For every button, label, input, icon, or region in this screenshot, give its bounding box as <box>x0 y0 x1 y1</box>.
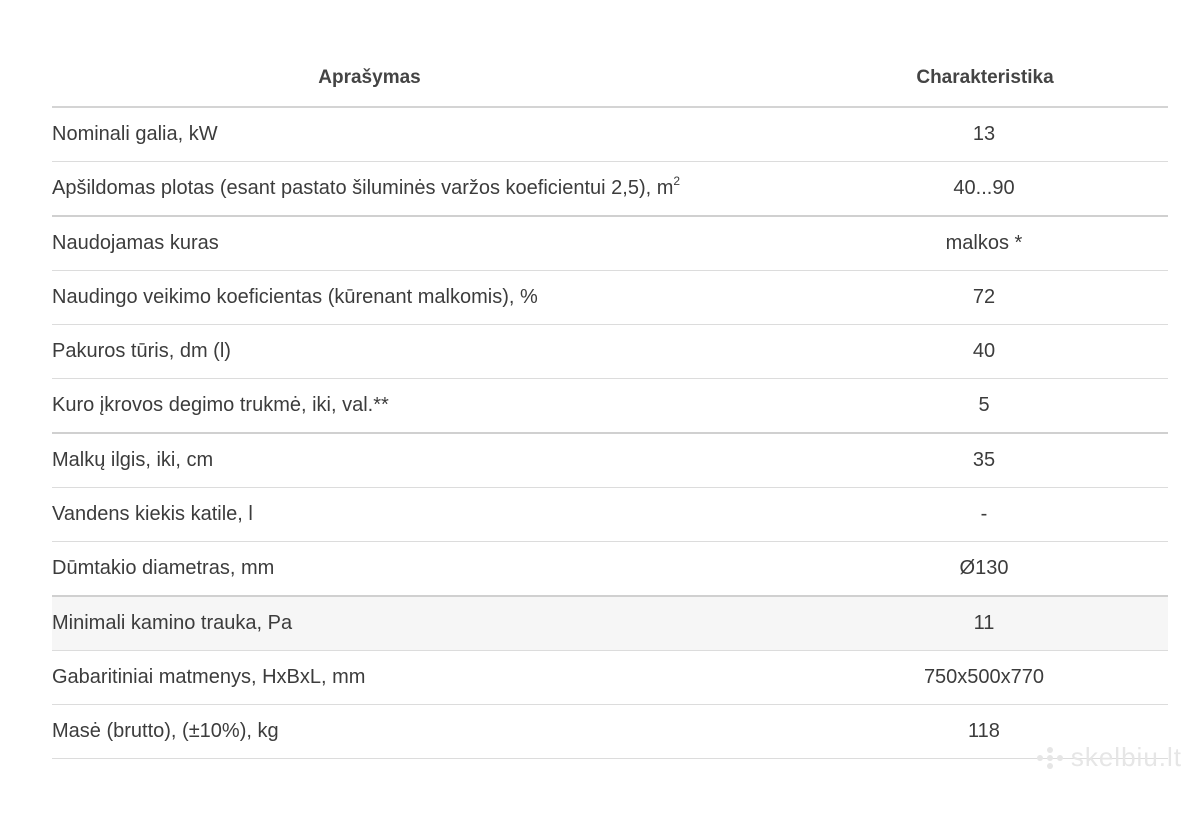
row-label: Masė (brutto), (±10%), kg <box>52 705 802 759</box>
table-row <box>52 162 1168 217</box>
table-row <box>52 705 1168 759</box>
row-value: 118 <box>802 705 1168 759</box>
table-row <box>52 488 1168 542</box>
row-label: Minimali kamino trauka, Pa <box>52 596 802 651</box>
row-value: 72 <box>802 271 1168 325</box>
watermark-text: skelbiu.lt <box>1070 742 1182 772</box>
header-description: Aprašymas <box>52 50 802 107</box>
superscript: 2 <box>673 174 681 188</box>
row-value: 750x500x770 <box>802 651 1168 705</box>
row-label: Kuro įkrovos degimo trukmė, iki, val.** <box>52 379 802 434</box>
row-label: Vandens kiekis katile, l <box>52 488 802 542</box>
row-label: Dūmtakio diametras, mm <box>52 542 802 597</box>
row-value: 40...90 <box>802 162 1168 217</box>
row-label: Gabaritiniai matmenys, HxBxL, mm <box>52 651 802 705</box>
row-value: 5 <box>802 379 1168 434</box>
table-row <box>52 379 1168 434</box>
table-row <box>52 542 1168 597</box>
row-label-text: Apšildomas plotas (esant pastato šiluminės varžos koeficientui 2,5), m <box>52 177 674 199</box>
watermark <box>1037 742 1182 773</box>
row-value: 11 <box>802 596 1168 651</box>
row-value: Ø130 <box>802 542 1168 597</box>
row-label: Naudingo veikimo koeficientas (kūrenant malkomis), % <box>52 271 802 325</box>
row-label: Nominali galia, kW <box>52 107 802 162</box>
row-value: malkos * <box>802 216 1168 271</box>
header-characteristic: Charakteristika <box>802 50 1168 107</box>
table-row <box>52 107 1168 162</box>
row-label <box>52 162 802 217</box>
row-value: 40 <box>802 325 1168 379</box>
table-row <box>52 216 1168 271</box>
row-label: Naudojamas kuras <box>52 216 802 271</box>
table-header-row <box>52 50 1168 107</box>
table-row <box>52 271 1168 325</box>
row-value: 35 <box>802 433 1168 488</box>
row-value: 13 <box>802 107 1168 162</box>
table-row <box>52 325 1168 379</box>
skelbiu-logo-icon <box>1037 747 1063 769</box>
row-label: Malkų ilgis, iki, cm <box>52 433 802 488</box>
row-value: - <box>802 488 1168 542</box>
specification-table <box>52 50 1168 759</box>
table-row <box>52 596 1168 651</box>
row-label: Pakuros tūris, dm (l) <box>52 325 802 379</box>
table-row <box>52 433 1168 488</box>
table-row <box>52 651 1168 705</box>
